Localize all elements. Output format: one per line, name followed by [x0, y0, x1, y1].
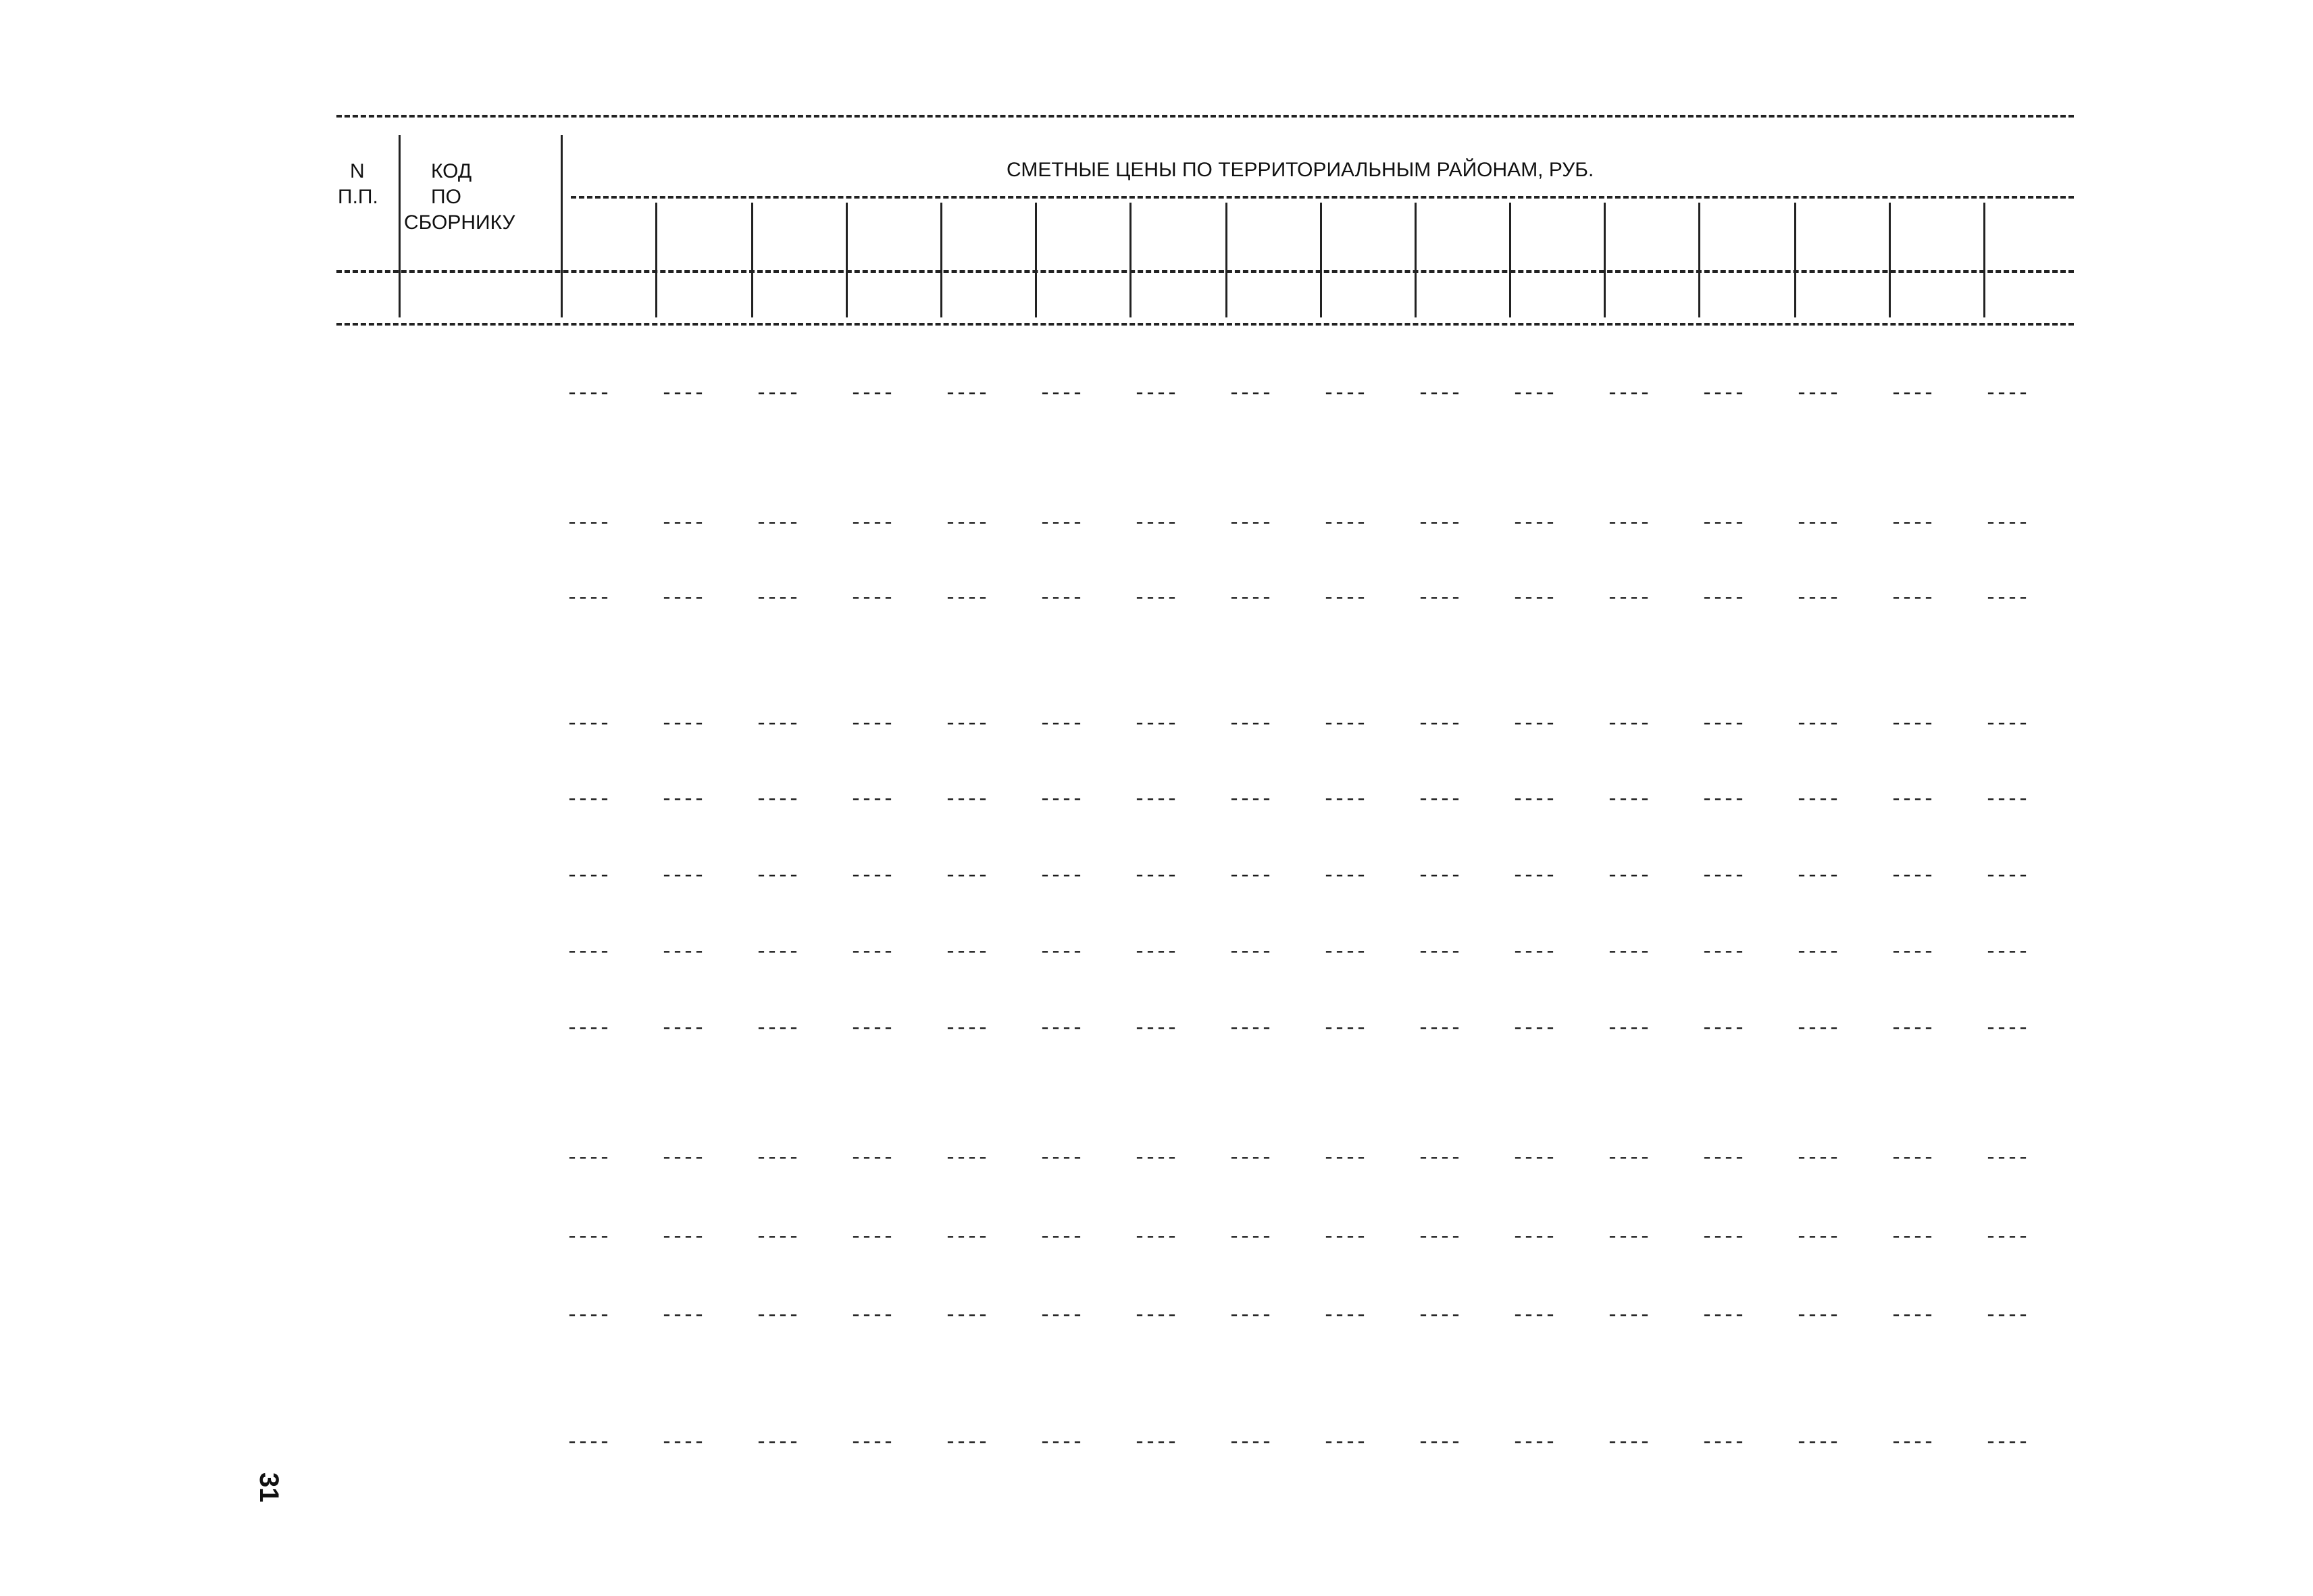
- fraction-bar: ----: [1134, 512, 1177, 535]
- fraction-bar: ----: [1228, 788, 1272, 811]
- region-divider-14: [1889, 203, 1891, 317]
- fraction-bar: ----: [755, 865, 799, 887]
- fraction-bar: ----: [1417, 865, 1461, 887]
- fraction-bar: ----: [566, 865, 610, 887]
- fraction-bar: ----: [944, 1226, 988, 1249]
- fraction-bar: ----: [1228, 865, 1272, 887]
- fraction-bar: ----: [1985, 713, 2029, 736]
- fraction-bar: ----: [944, 1431, 988, 1454]
- fraction-bar: ----: [1890, 1226, 1934, 1249]
- fraction-bar: ----: [661, 788, 705, 811]
- fraction-bar: ----: [1796, 1431, 1839, 1454]
- fraction-bar: ----: [1039, 1147, 1083, 1170]
- fraction-bar: ----: [1134, 941, 1177, 964]
- fraction-bar: ----: [1890, 788, 1934, 811]
- fraction-bar: ----: [1606, 382, 1650, 405]
- fraction-bar: ----: [1890, 512, 1934, 535]
- fraction-bar: ----: [850, 382, 894, 405]
- fraction-bar: ----: [1512, 1226, 1556, 1249]
- fraction-bar: ----: [1512, 1431, 1556, 1454]
- fraction-bar: ----: [1134, 1147, 1177, 1170]
- region-divider-2: [751, 203, 753, 317]
- fraction-bar: ----: [1512, 941, 1556, 964]
- fraction-bar: ----: [850, 1226, 894, 1249]
- fraction-bar: ----: [1323, 713, 1367, 736]
- fraction-bar: ----: [1417, 941, 1461, 964]
- fraction-bar: ----: [1701, 788, 1745, 811]
- fraction-bar: ----: [1985, 1226, 2029, 1249]
- fraction-bar: ----: [661, 941, 705, 964]
- fraction-bar: ----: [1134, 382, 1177, 405]
- fraction-bar: ----: [1985, 1017, 2029, 1040]
- code-label-line1: КОД: [431, 160, 472, 182]
- fraction-bar: ----: [1134, 1226, 1177, 1249]
- fraction-bar: ----: [1417, 512, 1461, 535]
- code-label-line3: СБОРНИКУ: [404, 211, 515, 234]
- fraction-bar: ----: [1606, 1226, 1650, 1249]
- fraction-bar: ----: [1039, 788, 1083, 811]
- fraction-bar: ----: [1985, 382, 2029, 405]
- region-divider-15: [1983, 203, 1985, 317]
- fraction-bar: ----: [1890, 587, 1934, 610]
- fraction-bar: ----: [1796, 587, 1839, 610]
- fraction-bar: ----: [1985, 512, 2029, 535]
- fraction-bar: ----: [566, 1147, 610, 1170]
- fraction-bar: ----: [1701, 587, 1745, 610]
- fraction-bar: ----: [1228, 1147, 1272, 1170]
- fraction-bar: ----: [566, 512, 610, 535]
- fraction-bar: ----: [944, 1147, 988, 1170]
- fraction-bar: ----: [1796, 1226, 1839, 1249]
- fraction-bar: ----: [1985, 788, 2029, 811]
- fraction-bar: ----: [1512, 713, 1556, 736]
- fraction-bar: ----: [1796, 941, 1839, 964]
- fraction-bar: ----: [1512, 788, 1556, 811]
- fraction-bar: ----: [1417, 1431, 1461, 1454]
- fraction-bar: ----: [755, 788, 799, 811]
- fraction-bar: ----: [1323, 788, 1367, 811]
- fraction-bar: ----: [1701, 382, 1745, 405]
- fraction-bar: ----: [1606, 512, 1650, 535]
- fraction-bar: ----: [1134, 1431, 1177, 1454]
- fraction-bar: ----: [566, 713, 610, 736]
- fraction-bar: ----: [1134, 713, 1177, 736]
- fraction-bar: ----: [1890, 382, 1934, 405]
- fraction-bar: ----: [1039, 1431, 1083, 1454]
- region-divider-9: [1415, 203, 1417, 317]
- fraction-bar: ----: [1796, 865, 1839, 887]
- fraction-bar: ----: [661, 713, 705, 736]
- pp-label: П.П.: [338, 186, 378, 208]
- fraction-bar: ----: [1796, 512, 1839, 535]
- fraction-bar: ----: [1323, 1226, 1367, 1249]
- fraction-bar: ----: [661, 587, 705, 610]
- fraction-bar: ----: [1701, 865, 1745, 887]
- fraction-bar: ----: [1417, 1147, 1461, 1170]
- fraction-bar: ----: [755, 1017, 799, 1040]
- fraction-bar: ----: [1417, 788, 1461, 811]
- region-divider-13: [1794, 203, 1796, 317]
- fraction-bar: ----: [1417, 1304, 1461, 1327]
- fraction-bar: ----: [1890, 1304, 1934, 1327]
- table-rule-2: [336, 270, 2074, 273]
- fraction-bar: ----: [1039, 382, 1083, 405]
- fraction-bar: ----: [566, 941, 610, 964]
- table-title: СМЕТНЫЕ ЦЕНЫ ПО ТЕРРИТОРИАЛЬНЫМ РАЙОНАМ, РУБ.: [1007, 159, 1594, 181]
- column-divider-code: [561, 135, 563, 317]
- fraction-bar: ----: [566, 587, 610, 610]
- fraction-bar: ----: [1890, 713, 1934, 736]
- region-divider-10: [1509, 203, 1511, 317]
- fraction-bar: ----: [1039, 587, 1083, 610]
- fraction-bar: ----: [1890, 865, 1934, 887]
- fraction-bar: ----: [1323, 512, 1367, 535]
- fraction-bar: ----: [1890, 1017, 1934, 1040]
- fraction-bar: ----: [1606, 1304, 1650, 1327]
- fraction-bar: ----: [1417, 713, 1461, 736]
- fraction-bar: ----: [1417, 1226, 1461, 1249]
- fraction-bar: ----: [1323, 1147, 1367, 1170]
- fraction-bar: ----: [1039, 512, 1083, 535]
- fraction-bar: ----: [850, 587, 894, 610]
- fraction-bar: ----: [1134, 788, 1177, 811]
- fraction-bar: ----: [755, 512, 799, 535]
- fraction-bar: ----: [1606, 713, 1650, 736]
- fraction-bar: ----: [661, 1147, 705, 1170]
- fraction-bar: ----: [1228, 1017, 1272, 1040]
- fraction-bar: ----: [566, 788, 610, 811]
- fraction-bar: ----: [1228, 382, 1272, 405]
- fraction-bar: ----: [1039, 1017, 1083, 1040]
- code-label-line2: ПО: [431, 186, 461, 208]
- fraction-bar: ----: [850, 1147, 894, 1170]
- fraction-bar: ----: [1890, 1147, 1934, 1170]
- fraction-bar: ----: [1701, 1226, 1745, 1249]
- fraction-bar: ----: [850, 1017, 894, 1040]
- fraction-bar: ----: [1985, 1147, 2029, 1170]
- fraction-bar: ----: [1985, 1431, 2029, 1454]
- fraction-bar: ----: [1701, 1304, 1745, 1327]
- region-divider-11: [1604, 203, 1606, 317]
- fraction-bar: ----: [566, 1017, 610, 1040]
- fraction-bar: ----: [1606, 1147, 1650, 1170]
- fraction-bar: ----: [1323, 1017, 1367, 1040]
- fraction-bar: ----: [1039, 1304, 1083, 1327]
- fraction-bar: ----: [850, 713, 894, 736]
- fraction-bar: ----: [1039, 1226, 1083, 1249]
- fraction-bar: ----: [1796, 1304, 1839, 1327]
- fraction-bar: ----: [1228, 587, 1272, 610]
- fraction-bar: ----: [944, 382, 988, 405]
- fraction-bar: ----: [1890, 1431, 1934, 1454]
- fraction-bar: ----: [661, 1226, 705, 1249]
- fraction-bar: ----: [661, 865, 705, 887]
- region-divider-7: [1225, 203, 1227, 317]
- fraction-bar: ----: [1417, 382, 1461, 405]
- fraction-bar: ----: [1701, 1147, 1745, 1170]
- fraction-bar: ----: [1606, 788, 1650, 811]
- fraction-bar: ----: [1134, 865, 1177, 887]
- fraction-bar: ----: [755, 382, 799, 405]
- fraction-bar: ----: [944, 788, 988, 811]
- fraction-bar: ----: [566, 1304, 610, 1327]
- fraction-bar: ----: [1796, 713, 1839, 736]
- fraction-bar: ----: [850, 1304, 894, 1327]
- fraction-bar: ----: [944, 587, 988, 610]
- fraction-bar: ----: [1323, 865, 1367, 887]
- table-rule-3: [336, 323, 2074, 326]
- fraction-bar: ----: [1228, 1431, 1272, 1454]
- fraction-bar: ----: [566, 1431, 610, 1454]
- fraction-bar: ----: [1512, 1017, 1556, 1040]
- fraction-bar: ----: [1417, 1017, 1461, 1040]
- fraction-bar: ----: [944, 865, 988, 887]
- fraction-bar: ----: [1039, 941, 1083, 964]
- fraction-bar: ----: [1985, 865, 2029, 887]
- fraction-bar: ----: [1701, 941, 1745, 964]
- fraction-bar: ----: [1701, 512, 1745, 535]
- fraction-bar: ----: [850, 788, 894, 811]
- fraction-bar: ----: [1323, 1304, 1367, 1327]
- fraction-bar: ----: [755, 713, 799, 736]
- fraction-bar: ----: [1512, 587, 1556, 610]
- fraction-bar: ----: [944, 713, 988, 736]
- fraction-bar: ----: [1701, 713, 1745, 736]
- fraction-bar: ----: [1606, 587, 1650, 610]
- fraction-bar: ----: [1228, 1226, 1272, 1249]
- fraction-bar: ----: [566, 382, 610, 405]
- fraction-bar: ----: [1039, 713, 1083, 736]
- fraction-bar: ----: [755, 941, 799, 964]
- n-label: N: [350, 160, 365, 182]
- fraction-bar: ----: [1512, 1147, 1556, 1170]
- fraction-bar: ----: [755, 1304, 799, 1327]
- fraction-bar: ----: [1417, 587, 1461, 610]
- fraction-bar: ----: [1512, 865, 1556, 887]
- fraction-bar: ----: [661, 1304, 705, 1327]
- fraction-bar: ----: [1134, 1304, 1177, 1327]
- fraction-bar: ----: [1134, 1017, 1177, 1040]
- region-divider-8: [1320, 203, 1322, 317]
- fraction-bar: ----: [661, 382, 705, 405]
- fraction-bar: ----: [944, 1304, 988, 1327]
- region-divider-6: [1129, 203, 1132, 317]
- fraction-bar: ----: [1796, 788, 1839, 811]
- fraction-bar: ----: [755, 1226, 799, 1249]
- fraction-bar: ----: [1228, 713, 1272, 736]
- fraction-bar: ----: [1512, 512, 1556, 535]
- fraction-bar: ----: [944, 941, 988, 964]
- fraction-bar: ----: [850, 941, 894, 964]
- page-number: 31: [254, 1472, 284, 1503]
- fraction-bar: ----: [1606, 941, 1650, 964]
- fraction-bar: ----: [1890, 941, 1934, 964]
- table-rule-1: [571, 196, 2074, 199]
- region-divider-5: [1035, 203, 1037, 317]
- fraction-bar: ----: [850, 865, 894, 887]
- fraction-bar: ----: [1606, 1017, 1650, 1040]
- fraction-bar: ----: [1796, 382, 1839, 405]
- fraction-bar: ----: [1796, 1147, 1839, 1170]
- fraction-bar: ----: [944, 512, 988, 535]
- fraction-bar: ----: [661, 1431, 705, 1454]
- fraction-bar: ----: [1606, 1431, 1650, 1454]
- fraction-bar: ----: [1228, 1304, 1272, 1327]
- column-divider-n: [399, 135, 401, 317]
- region-divider-4: [940, 203, 942, 317]
- fraction-bar: ----: [1701, 1431, 1745, 1454]
- fraction-bar: ----: [1512, 382, 1556, 405]
- table-rule-0: [336, 115, 2074, 118]
- fraction-bar: ----: [1985, 587, 2029, 610]
- fraction-bar: ----: [755, 587, 799, 610]
- fraction-bar: ----: [661, 512, 705, 535]
- region-divider-1: [655, 203, 657, 317]
- fraction-bar: ----: [1323, 941, 1367, 964]
- fraction-bar: ----: [1606, 865, 1650, 887]
- fraction-bar: ----: [944, 1017, 988, 1040]
- fraction-bar: ----: [1228, 941, 1272, 964]
- fraction-bar: ----: [755, 1431, 799, 1454]
- fraction-bar: ----: [1039, 865, 1083, 887]
- fraction-bar: ----: [850, 1431, 894, 1454]
- fraction-bar: ----: [850, 512, 894, 535]
- fraction-bar: ----: [1323, 382, 1367, 405]
- fraction-bar: ----: [1134, 587, 1177, 610]
- fraction-bar: ----: [661, 1017, 705, 1040]
- fraction-bar: ----: [1985, 1304, 2029, 1327]
- fraction-bar: ----: [1323, 1431, 1367, 1454]
- region-divider-3: [846, 203, 848, 317]
- fraction-bar: ----: [1228, 512, 1272, 535]
- fraction-bar: ----: [1701, 1017, 1745, 1040]
- fraction-bar: ----: [1512, 1304, 1556, 1327]
- fraction-bar: ----: [1985, 941, 2029, 964]
- region-divider-12: [1698, 203, 1700, 317]
- fraction-bar: ----: [566, 1226, 610, 1249]
- fraction-bar: ----: [1796, 1017, 1839, 1040]
- fraction-bar: ----: [755, 1147, 799, 1170]
- fraction-bar: ----: [1323, 587, 1367, 610]
